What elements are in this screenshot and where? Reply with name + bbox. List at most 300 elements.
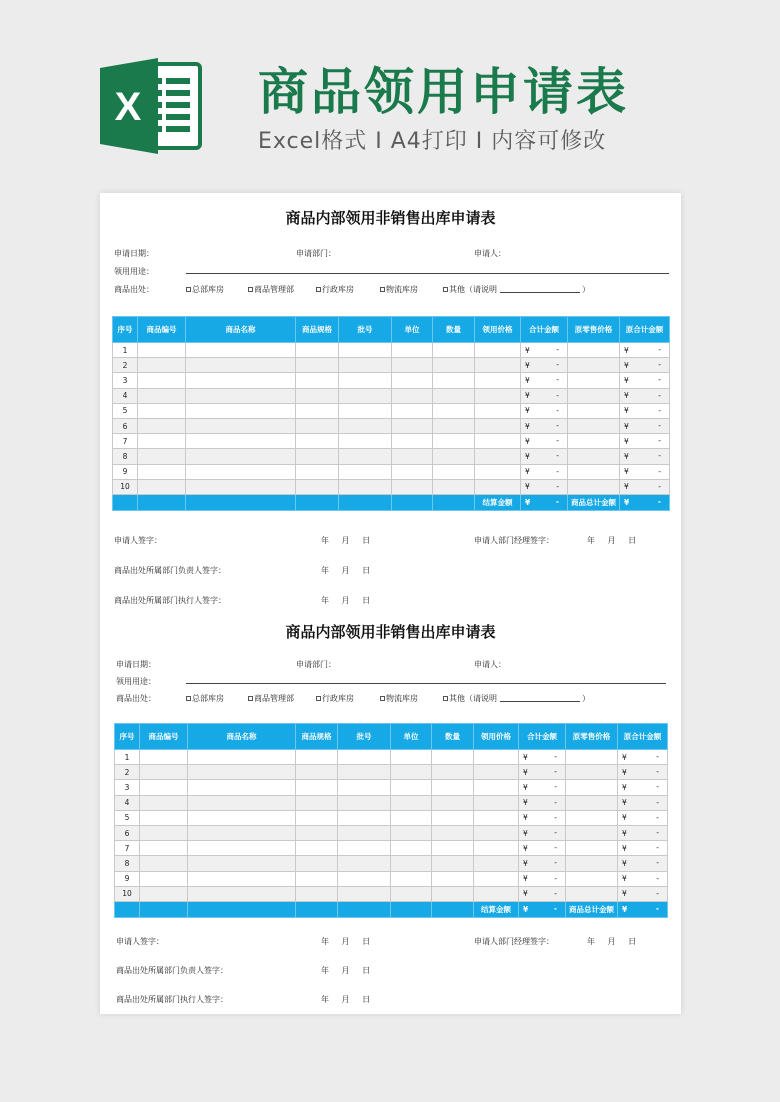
cell[interactable] — [338, 780, 391, 795]
table-row — [115, 856, 668, 871]
orig-total-cell[interactable]: ¥ - — [620, 479, 670, 494]
cell[interactable] — [339, 418, 392, 433]
cell[interactable] — [140, 765, 188, 780]
cell[interactable] — [339, 464, 392, 479]
top-banner — [0, 0, 780, 190]
cell[interactable] — [474, 795, 519, 810]
row-number: 7 — [113, 434, 138, 449]
cell[interactable] — [433, 403, 475, 418]
cell[interactable] — [433, 343, 475, 358]
cell[interactable] — [140, 856, 188, 871]
option-logistics-warehouse[interactable]: 物流库房 — [380, 284, 418, 295]
cell[interactable] — [338, 765, 391, 780]
cell[interactable] — [566, 871, 618, 886]
cell[interactable] — [138, 358, 186, 373]
cell[interactable] — [432, 886, 474, 901]
cell[interactable] — [296, 449, 339, 464]
applicant-signature-label: 申请人签字： — [114, 536, 162, 545]
cell — [186, 494, 296, 510]
option-other[interactable]: 其他（请说明 — [443, 284, 497, 295]
cell[interactable] — [186, 403, 296, 418]
applicant-signature-label: 申请人签字： — [116, 937, 164, 946]
cell[interactable] — [140, 825, 188, 840]
cell[interactable] — [475, 464, 521, 479]
total-amount-cell[interactable]: ¥ - — [521, 434, 568, 449]
checkbox-icon — [380, 287, 385, 292]
orig-total-cell[interactable]: ¥ - — [618, 765, 668, 780]
cell[interactable] — [392, 373, 433, 388]
col-header: 数量 — [433, 317, 475, 343]
executor-signature-date: 年 月 日 — [321, 995, 371, 1004]
cell[interactable] — [566, 886, 618, 901]
cell[interactable] — [433, 388, 475, 403]
apply-dept-label: 申请部门： — [296, 660, 336, 669]
orig-total-cell[interactable]: ¥ - — [618, 856, 668, 871]
cell[interactable] — [188, 795, 296, 810]
option-other[interactable]: 其他（请说明 — [443, 693, 497, 704]
cell[interactable] — [392, 479, 433, 494]
checkbox-icon — [248, 696, 253, 701]
total-amount-cell[interactable]: ¥ - — [521, 464, 568, 479]
cell[interactable] — [140, 841, 188, 856]
total-amount-cell[interactable]: ¥ - — [521, 343, 568, 358]
cell[interactable] — [186, 479, 296, 494]
col-header: 单位 — [391, 724, 432, 750]
cell[interactable] — [296, 856, 338, 871]
cell[interactable] — [338, 810, 391, 825]
col-header: 领用价格 — [474, 724, 519, 750]
cell[interactable] — [474, 841, 519, 856]
row-number: 1 — [115, 750, 140, 765]
row-number: 8 — [113, 449, 138, 464]
row-number: 4 — [115, 795, 140, 810]
cell[interactable] — [432, 856, 474, 871]
excel-icon — [100, 58, 204, 154]
source-label: 商品出处： — [114, 285, 154, 294]
row-number: 4 — [113, 388, 138, 403]
cell[interactable] — [140, 795, 188, 810]
total-amount-cell[interactable]: ¥ - — [521, 373, 568, 388]
cell[interactable] — [296, 765, 338, 780]
cell[interactable] — [433, 373, 475, 388]
row-number: 7 — [115, 841, 140, 856]
cell[interactable] — [568, 418, 620, 433]
cell[interactable] — [188, 810, 296, 825]
settlement-amount-label: 结算金额 — [475, 494, 521, 510]
cell[interactable] — [475, 358, 521, 373]
other-explain-field[interactable] — [500, 292, 580, 293]
cell[interactable] — [186, 358, 296, 373]
cell[interactable] — [138, 388, 186, 403]
cell[interactable] — [568, 464, 620, 479]
cell[interactable] — [433, 418, 475, 433]
cell — [392, 494, 433, 510]
cell[interactable] — [392, 449, 433, 464]
cell[interactable] — [433, 434, 475, 449]
cell[interactable] — [186, 418, 296, 433]
table-row — [115, 810, 668, 825]
col-header: 商品规格 — [296, 317, 339, 343]
total-amount-cell[interactable]: ¥ - — [521, 418, 568, 433]
cell[interactable] — [568, 449, 620, 464]
cell[interactable] — [475, 434, 521, 449]
orig-total-cell[interactable]: ¥ - — [620, 343, 670, 358]
cell[interactable] — [566, 750, 618, 765]
cell — [138, 494, 186, 510]
cell[interactable] — [296, 841, 338, 856]
cell[interactable] — [188, 841, 296, 856]
cell[interactable] — [474, 856, 519, 871]
cell[interactable] — [392, 358, 433, 373]
cell[interactable] — [338, 750, 391, 765]
cell[interactable] — [338, 871, 391, 886]
cell[interactable] — [188, 750, 296, 765]
cell[interactable] — [138, 479, 186, 494]
cell[interactable] — [568, 388, 620, 403]
purpose-field[interactable] — [186, 683, 666, 684]
cell[interactable] — [568, 434, 620, 449]
cell[interactable] — [391, 825, 432, 840]
orig-total-cell[interactable]: ¥ - — [620, 434, 670, 449]
cell[interactable] — [391, 780, 432, 795]
cell[interactable] — [339, 373, 392, 388]
cell[interactable] — [140, 810, 188, 825]
cell[interactable] — [138, 343, 186, 358]
cell[interactable] — [339, 343, 392, 358]
cell[interactable] — [566, 780, 618, 795]
cell[interactable] — [138, 373, 186, 388]
other-explain-field[interactable] — [500, 701, 580, 702]
table-row — [115, 886, 668, 901]
cell[interactable] — [432, 780, 474, 795]
source-head-signature-date: 年 月 日 — [321, 966, 371, 975]
orig-total-cell[interactable]: ¥ - — [620, 373, 670, 388]
total-amount-cell[interactable]: ¥ - — [519, 886, 566, 901]
cell[interactable] — [391, 795, 432, 810]
table-row — [113, 418, 670, 433]
row-number: 9 — [115, 871, 140, 886]
purpose-label: 领用用途： — [114, 267, 154, 276]
orig-total-cell[interactable]: ¥ - — [620, 388, 670, 403]
cell[interactable] — [391, 856, 432, 871]
cell[interactable] — [391, 886, 432, 901]
col-header: 商品名称 — [188, 724, 296, 750]
cell[interactable] — [475, 479, 521, 494]
cell[interactable] — [475, 388, 521, 403]
cell[interactable] — [140, 871, 188, 886]
cell — [391, 901, 432, 917]
total-amount-cell[interactable]: ¥ - — [519, 750, 566, 765]
manager-signature-label: 申请人部门经理签字： — [474, 937, 554, 946]
cell[interactable] — [339, 388, 392, 403]
cell[interactable] — [296, 373, 339, 388]
total-amount-cell[interactable]: ¥ - — [519, 856, 566, 871]
col-header: 原零售价格 — [566, 724, 618, 750]
total-amount-cell[interactable]: ¥ - — [521, 403, 568, 418]
cell[interactable] — [568, 403, 620, 418]
orig-total-cell[interactable]: ¥ - — [618, 750, 668, 765]
cell[interactable] — [296, 343, 339, 358]
cell[interactable] — [296, 464, 339, 479]
cell[interactable] — [474, 780, 519, 795]
row-number: 10 — [113, 479, 138, 494]
cell[interactable] — [392, 388, 433, 403]
cell[interactable] — [474, 810, 519, 825]
cell[interactable] — [392, 418, 433, 433]
cell[interactable] — [568, 479, 620, 494]
purpose-field[interactable] — [186, 273, 669, 274]
col-header: 商品编号 — [140, 724, 188, 750]
cell[interactable] — [188, 886, 296, 901]
cell[interactable] — [186, 434, 296, 449]
applicant-label: 申请人： — [474, 660, 506, 669]
cell[interactable] — [140, 750, 188, 765]
row-number: 2 — [115, 765, 140, 780]
orig-total-cell[interactable]: ¥ - — [618, 886, 668, 901]
cell[interactable] — [566, 765, 618, 780]
total-amount-cell[interactable]: ¥ - — [519, 871, 566, 886]
cell[interactable] — [186, 373, 296, 388]
cell[interactable] — [296, 825, 338, 840]
orig-total-cell[interactable]: ¥ - — [620, 418, 670, 433]
cell[interactable] — [474, 886, 519, 901]
executor-signature-label: 商品出处所属部门执行人签字： — [116, 995, 228, 1004]
cell[interactable] — [296, 810, 338, 825]
checkbox-icon — [316, 287, 321, 292]
cell[interactable] — [475, 343, 521, 358]
col-header: 商品编号 — [138, 317, 186, 343]
checkbox-icon — [443, 287, 448, 292]
applicant-signature-date: 年 月 日 — [321, 536, 371, 545]
executor-signature-date: 年 月 日 — [321, 596, 371, 605]
cell — [115, 901, 140, 917]
cell[interactable] — [296, 871, 338, 886]
table-total-row — [115, 901, 668, 917]
cell[interactable] — [140, 886, 188, 901]
cell[interactable] — [338, 841, 391, 856]
source-head-signature-label: 商品出处所属部门负责人签字： — [114, 566, 226, 575]
cell[interactable] — [568, 358, 620, 373]
row-number: 8 — [115, 856, 140, 871]
col-header: 序号 — [113, 317, 138, 343]
cell[interactable] — [188, 765, 296, 780]
cell[interactable] — [296, 750, 338, 765]
cell[interactable] — [296, 418, 339, 433]
total-amount-cell[interactable]: ¥ - — [521, 388, 568, 403]
cell[interactable] — [391, 765, 432, 780]
col-header: 商品名称 — [186, 317, 296, 343]
grand-total-label: 商品总计金额 — [566, 901, 618, 917]
cell[interactable] — [475, 373, 521, 388]
orig-total-cell[interactable]: ¥ - — [620, 464, 670, 479]
cell[interactable] — [568, 343, 620, 358]
option-admin-warehouse[interactable]: 行政库房 — [316, 284, 354, 295]
cell[interactable] — [338, 856, 391, 871]
option-other-close: ） — [582, 285, 590, 294]
cell[interactable] — [339, 434, 392, 449]
total-amount-cell[interactable]: ¥ - — [519, 780, 566, 795]
source-head-signature-label: 商品出处所属部门负责人签字： — [116, 966, 228, 975]
cell[interactable] — [566, 795, 618, 810]
orig-total-cell[interactable]: ¥ - — [620, 403, 670, 418]
cell — [140, 901, 188, 917]
orig-total-cell[interactable]: ¥ - — [620, 358, 670, 373]
orig-total-cell[interactable]: ¥ - — [618, 871, 668, 886]
checkbox-icon — [186, 696, 191, 701]
executor-signature-label: 商品出处所属部门执行人签字： — [114, 596, 226, 605]
cell[interactable] — [188, 780, 296, 795]
orig-total-cell[interactable]: ¥ - — [620, 449, 670, 464]
cell[interactable] — [296, 886, 338, 901]
cell[interactable] — [296, 795, 338, 810]
cell[interactable] — [391, 810, 432, 825]
cell[interactable] — [339, 358, 392, 373]
cell[interactable] — [391, 871, 432, 886]
cell[interactable] — [474, 871, 519, 886]
table-row — [115, 795, 668, 810]
cell[interactable] — [566, 856, 618, 871]
total-amount-cell[interactable]: ¥ - — [521, 358, 568, 373]
total-amount-cell[interactable]: ¥ - — [519, 765, 566, 780]
total-amount-cell[interactable]: ¥ - — [521, 479, 568, 494]
cell[interactable] — [296, 388, 339, 403]
cell[interactable] — [474, 750, 519, 765]
option-product-dept[interactable]: 商品管理部 — [248, 284, 294, 295]
table-row — [113, 479, 670, 494]
cell[interactable] — [138, 464, 186, 479]
cell[interactable] — [566, 841, 618, 856]
cell[interactable] — [432, 765, 474, 780]
cell[interactable] — [138, 418, 186, 433]
cell[interactable] — [392, 464, 433, 479]
total-amount-cell[interactable]: ¥ - — [519, 795, 566, 810]
cell[interactable] — [296, 780, 338, 795]
total-amount-cell[interactable]: ¥ - — [519, 825, 566, 840]
total-amount-cell[interactable]: ¥ - — [519, 810, 566, 825]
col-header: 原合计金额 — [618, 724, 668, 750]
row-number: 5 — [113, 403, 138, 418]
table-row — [115, 765, 668, 780]
cell[interactable] — [339, 449, 392, 464]
grand-total-value: ¥ - — [618, 901, 668, 917]
cell[interactable] — [433, 464, 475, 479]
applicant-label: 申请人： — [474, 249, 506, 258]
cell[interactable] — [186, 343, 296, 358]
manager-signature-label: 申请人部门经理签字： — [474, 536, 554, 545]
cell[interactable] — [296, 358, 339, 373]
orig-total-cell[interactable]: ¥ - — [618, 810, 668, 825]
total-amount-cell[interactable]: ¥ - — [519, 841, 566, 856]
cell[interactable] — [140, 780, 188, 795]
cell[interactable] — [392, 343, 433, 358]
cell[interactable] — [391, 750, 432, 765]
col-header: 批号 — [338, 724, 391, 750]
cell[interactable] — [186, 464, 296, 479]
cell[interactable] — [566, 825, 618, 840]
banner-title: 商品领用申请表 — [258, 63, 629, 121]
cell[interactable] — [391, 841, 432, 856]
cell[interactable] — [474, 825, 519, 840]
cell[interactable] — [338, 825, 391, 840]
cell[interactable] — [432, 825, 474, 840]
cell[interactable] — [392, 403, 433, 418]
apply-dept-label: 申请部门： — [296, 249, 336, 258]
table-row — [115, 871, 668, 886]
table-row — [113, 434, 670, 449]
table-row — [113, 358, 670, 373]
orig-total-cell[interactable]: ¥ - — [618, 780, 668, 795]
orig-total-cell[interactable]: ¥ - — [618, 841, 668, 856]
cell[interactable] — [338, 886, 391, 901]
cell[interactable] — [296, 479, 339, 494]
cell[interactable] — [566, 810, 618, 825]
option-logistics-warehouse[interactable]: 物流库房 — [380, 693, 418, 704]
cell[interactable] — [138, 403, 186, 418]
cell[interactable] — [474, 765, 519, 780]
cell[interactable] — [188, 825, 296, 840]
checkbox-icon — [443, 696, 448, 701]
cell — [113, 494, 138, 510]
table-row — [113, 388, 670, 403]
option-hq-warehouse[interactable]: 总部库房 — [186, 693, 224, 704]
cell[interactable] — [475, 449, 521, 464]
col-header: 数量 — [432, 724, 474, 750]
cell[interactable] — [188, 871, 296, 886]
cell[interactable] — [338, 795, 391, 810]
cell — [433, 494, 475, 510]
col-header: 合计金额 — [521, 317, 568, 343]
settlement-amount-value: ¥ - — [519, 901, 566, 917]
table-row — [115, 750, 668, 765]
document-paper — [100, 193, 681, 1014]
orig-total-cell[interactable]: ¥ - — [618, 825, 668, 840]
cell[interactable] — [433, 449, 475, 464]
cell — [339, 494, 392, 510]
cell[interactable] — [392, 434, 433, 449]
cell[interactable] — [475, 418, 521, 433]
row-number: 3 — [115, 780, 140, 795]
cell[interactable] — [186, 449, 296, 464]
row-number: 1 — [113, 343, 138, 358]
cell[interactable] — [475, 403, 521, 418]
cell[interactable] — [186, 388, 296, 403]
cell[interactable] — [432, 871, 474, 886]
option-hq-warehouse[interactable]: 总部库房 — [186, 284, 224, 295]
cell[interactable] — [339, 479, 392, 494]
cell[interactable] — [432, 841, 474, 856]
row-number: 9 — [113, 464, 138, 479]
cell[interactable] — [432, 810, 474, 825]
cell[interactable] — [296, 403, 339, 418]
cell[interactable] — [138, 434, 186, 449]
cell[interactable] — [296, 434, 339, 449]
cell[interactable] — [188, 856, 296, 871]
cell[interactable] — [138, 449, 186, 464]
cell[interactable] — [432, 795, 474, 810]
col-header: 原零售价格 — [568, 317, 620, 343]
cell[interactable] — [339, 403, 392, 418]
col-header: 原合计金额 — [620, 317, 670, 343]
orig-total-cell[interactable]: ¥ - — [618, 795, 668, 810]
cell[interactable] — [568, 373, 620, 388]
total-amount-cell[interactable]: ¥ - — [521, 449, 568, 464]
col-header: 领用价格 — [475, 317, 521, 343]
cell[interactable] — [433, 358, 475, 373]
option-admin-warehouse[interactable]: 行政库房 — [316, 693, 354, 704]
cell[interactable] — [433, 479, 475, 494]
option-product-dept[interactable]: 商品管理部 — [248, 693, 294, 704]
cell[interactable] — [432, 750, 474, 765]
